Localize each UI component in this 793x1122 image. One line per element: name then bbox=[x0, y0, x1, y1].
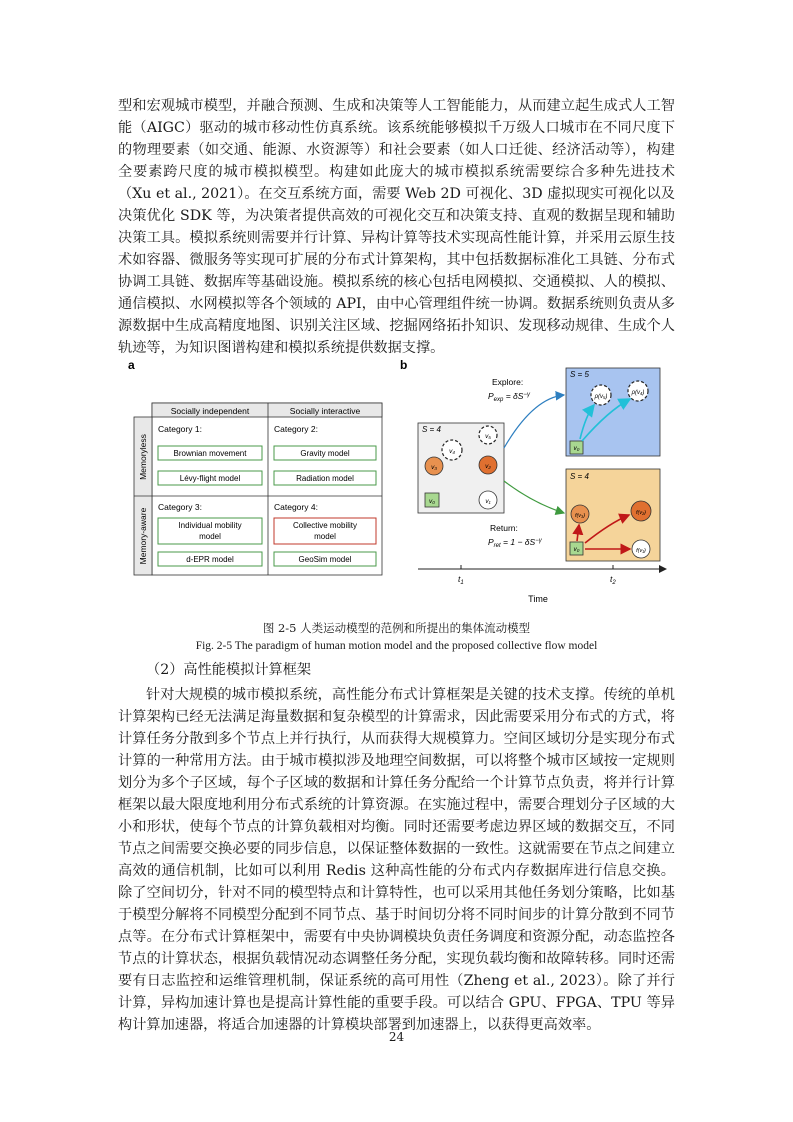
svg-text:v₄: v₄ bbox=[449, 448, 455, 455]
return-formula: $P_{ret} = 1 - \delta S^{-\gamma}$ bbox=[488, 537, 542, 549]
section-subheading: （2）高性能模拟计算框架 bbox=[146, 662, 312, 678]
model-individual-mobility: Individual mobility bbox=[178, 521, 242, 530]
category-2-label: Category 2: bbox=[274, 424, 318, 434]
svg-text:v₅: v₅ bbox=[485, 433, 491, 440]
panel-b-label: b bbox=[400, 358, 408, 372]
t1-label: $t_1$ bbox=[458, 574, 464, 586]
explore-label: Explore: bbox=[492, 377, 524, 387]
svg-text:v₀: v₀ bbox=[429, 498, 435, 505]
svg-text:v₃: v₃ bbox=[431, 464, 437, 471]
panel-a-label: a bbox=[128, 358, 135, 372]
model-levy-flight: Lévy-flight model bbox=[179, 474, 241, 483]
row-header-1: Memoryless bbox=[138, 434, 148, 480]
model-gravity: Gravity model bbox=[300, 449, 350, 458]
svg-text:v₂: v₂ bbox=[485, 463, 491, 470]
model-collective-mobility: Collective mobility bbox=[292, 521, 358, 530]
svg-text:f(v₂): f(v₂) bbox=[635, 510, 647, 516]
model-radiation: Radiation model bbox=[296, 474, 354, 483]
model-collective-mobility-2: model bbox=[314, 532, 336, 541]
t2-label: $t_2$ bbox=[610, 574, 616, 586]
figure-2-5 bbox=[118, 353, 678, 613]
col-header-1: Socially independent bbox=[170, 406, 250, 416]
s-top-label: S = 5 bbox=[570, 370, 589, 379]
category-4-label: Category 4: bbox=[274, 502, 318, 512]
model-individual-mobility-2: model bbox=[199, 532, 221, 541]
time-axis-label: Time bbox=[528, 594, 548, 604]
figure-caption-cn: 图 2-5 人类运动模型的范例和所提出的集体流动模型 bbox=[262, 621, 531, 635]
svg-text:f(v₃): f(v₃) bbox=[574, 513, 586, 519]
return-label: Return: bbox=[490, 523, 518, 533]
svg-text:v₀: v₀ bbox=[573, 445, 580, 452]
figure-caption-en: Fig. 2-5 The paradigm of human motion model and the proposed collective flow model bbox=[195, 640, 598, 652]
s-left-label: S = 4 bbox=[422, 425, 441, 434]
category-1-label: Category 1: bbox=[158, 424, 202, 434]
svg-text:f(v₁): f(v₁) bbox=[636, 548, 646, 554]
svg-text:ρ(v₄): ρ(v₄) bbox=[631, 390, 645, 396]
svg-text:ρ(v₅): ρ(v₅) bbox=[594, 394, 608, 400]
svg-text:v₁: v₁ bbox=[485, 498, 491, 505]
body-paragraph-1: 型和宏观城市模型，并融合预测、生成和决策等人工智能能力，从而建立起生成式人工智能（AIGC）驱动的城市移动性仿真系统。该系统能够模拟千万级人口城市在不同尺度下的物理要素（如交通、能源、水资源等）和社会要素（如人口迁徙、经济活动等），构建全要素跨尺度的城市模拟模型。构建如此庞大的城市模拟系统需要综合多种先进技术（Xu et al., 2021）。在交互系统方面，需要 Web 2D 可视化、3D 虚拟现实可视化以及决策优化 SDK 等，为决策者提供高效的可视化交互和决策支持、直观的数据呈现和辅助决策工具。模拟系统则需要并行计算、异构计算等技术实现高性能计算，并采用云原生技术如容器、微服务等实现可扩展的分布式计算架构，其中包括数据标准化工具链、分布式协调工具链、数据库等基础设施。模拟系统的核心包括电网模拟、交通模拟、人的模拟、通信模拟、水网模拟等各个领域的 API，由中心管理组件统一协调。数据系统则负责从多源数据中生成高精度地图、识别关注区域、挖掘网络拓扑知识、发现移动规律、生成个人轨迹等，为知识图谱构建和模拟系统提供数据支撑。 bbox=[118, 98, 675, 356]
col-header-2: Socially interactive bbox=[289, 406, 361, 416]
model-geosim: GeoSim model bbox=[298, 555, 352, 564]
row-header-2: Memory-aware bbox=[138, 507, 148, 565]
model-d-epr: d-EPR model bbox=[186, 555, 234, 564]
panel-a-table bbox=[134, 403, 382, 575]
model-brownian: Brownian movement bbox=[173, 449, 247, 458]
s-bottom-label: S = 4 bbox=[570, 472, 589, 481]
panel-b-diagram bbox=[418, 368, 666, 604]
svg-text:v₀: v₀ bbox=[573, 546, 580, 553]
explore-formula: $P_{exp} = \delta S^{-\gamma}$ bbox=[488, 391, 530, 403]
page-number: 24 bbox=[388, 1030, 405, 1044]
body-paragraph-2: 针对大规模的城市模拟系统，高性能分布式计算框架是关键的技术支撑。传统的单机计算架构已经无法满足海量数据和复杂模型的计算需求，因此需要采用分布式的方式，将计算任务分散到多个节点上并行执行，从而获得大规模算力。空间区域切分是实现分布式计算的一种常用方法。由于城市模拟涉及地理空间数据，可以将整个城市区域按一定规则划分为多个子区域，每个子区域的数据和计算任务分配给一个计算节点负责，将并行计算框架以最大限度地利用分布式系统的计算资源。在实施过程中，需要合理划分子区域的大小和形状，使每个节点的计算负载相对均衡。同时还需要考虑边界区域的数据交互，不同节点之间需要交换必要的同步信息，以保证整体数据的一致性。这就需要在节点之间建立高效的通信机制，比如可以利用 Redis 这种高性能的分布式内存数据库进行信息交换。除了空间切分，针对不同的模型特点和计算特性，也可以采用其他任务划分策略，比如基于模型分解将不同模型分配到不同节点、基于时间切分将不同时间步的计算分散到不同节点等。在分布式计算框架中，需要有中央协调模块负责任务调度和资源分配，动态监控各节点的计算状态，根据负载情况动态调整任务分配，实现负载均衡和故障转移。同时还需要有日志监控和运维管理机制，保证系统的高可用性（Zheng et al., 2023）。除了并行计算，异构加速计算也是提高计算性能的重要手段。可以结合 GPU、FPGA、TPU 等异构计算加速器，将适合加速器的计算模块部署到加速器上，以获得更高效率。 bbox=[118, 687, 675, 1033]
category-3-label: Category 3: bbox=[158, 502, 202, 512]
